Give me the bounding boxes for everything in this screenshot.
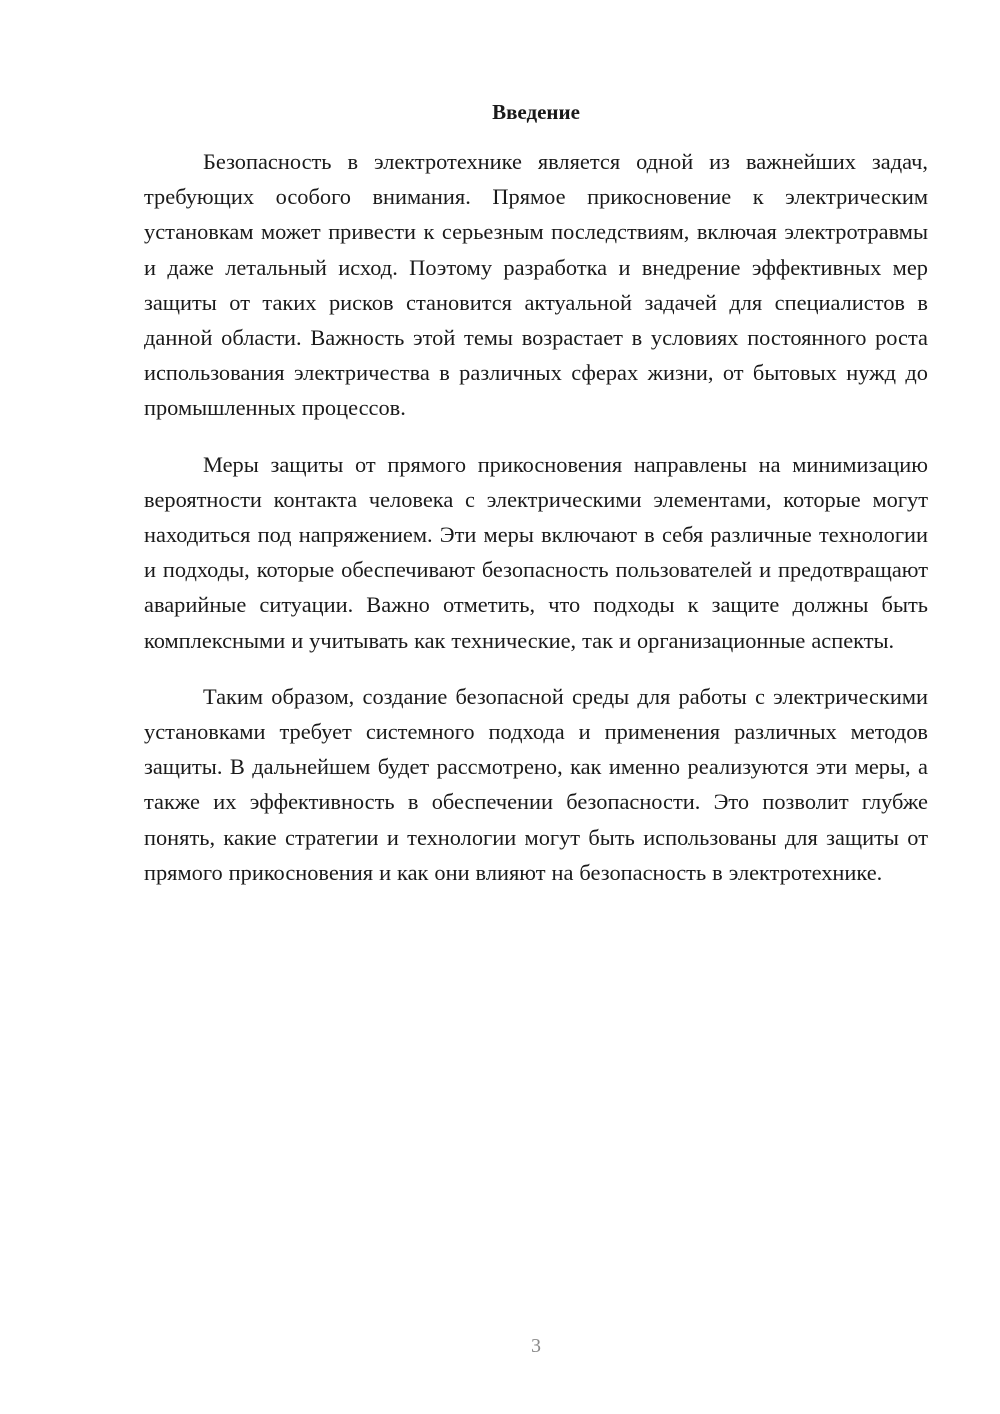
page-number: 3 (531, 1335, 541, 1357)
body-text (144, 144, 928, 911)
paragraph: Меры защиты от прямого прикосновения направлены на минимизацию вероятности контакта человека с электрическими элементами, которые могут находиться под напряжением. Эти меры включают в себя различные технологии и подходы, которые обеспечивают безопасность пользователей и предотвращают аварийные ситуации. Важно отметить, что подходы к защите должны быть комплексными и учитывать как технические, так и организационные аспекты. (144, 451, 928, 653)
section-heading: Введение (492, 100, 580, 124)
paragraph: Таким образом, создание безопасной среды для работы с электрическими установками требует системного подхода и применения различных методов защиты. В дальнейшем будет рассмотрено, как именно реализуются эти меры, а также их эффективность в обеспечении безопасности. Это позволит глубже понять, какие стратегии и технологии могут быть использованы для защиты от прямого прикосновения и как они влияют на безопасность в электротехнике. (144, 683, 928, 885)
paragraph: Безопасность в электротехнике является одной из важнейших задач, требующих особого внимания. Прямое прикосновение к электрическим установкам может привести к серьезным последствиям, включая электротравмы и даже летальный исход. Поэтому разработка и внедрение эффективных мер защиты от таких рисков становится актуальной задачей для специалистов в данной области. Важность этой темы возрастает в условиях постоянного роста использования электричества в различных сферах жизни, от бытовых нужд до промышленных процессов. (144, 149, 928, 421)
